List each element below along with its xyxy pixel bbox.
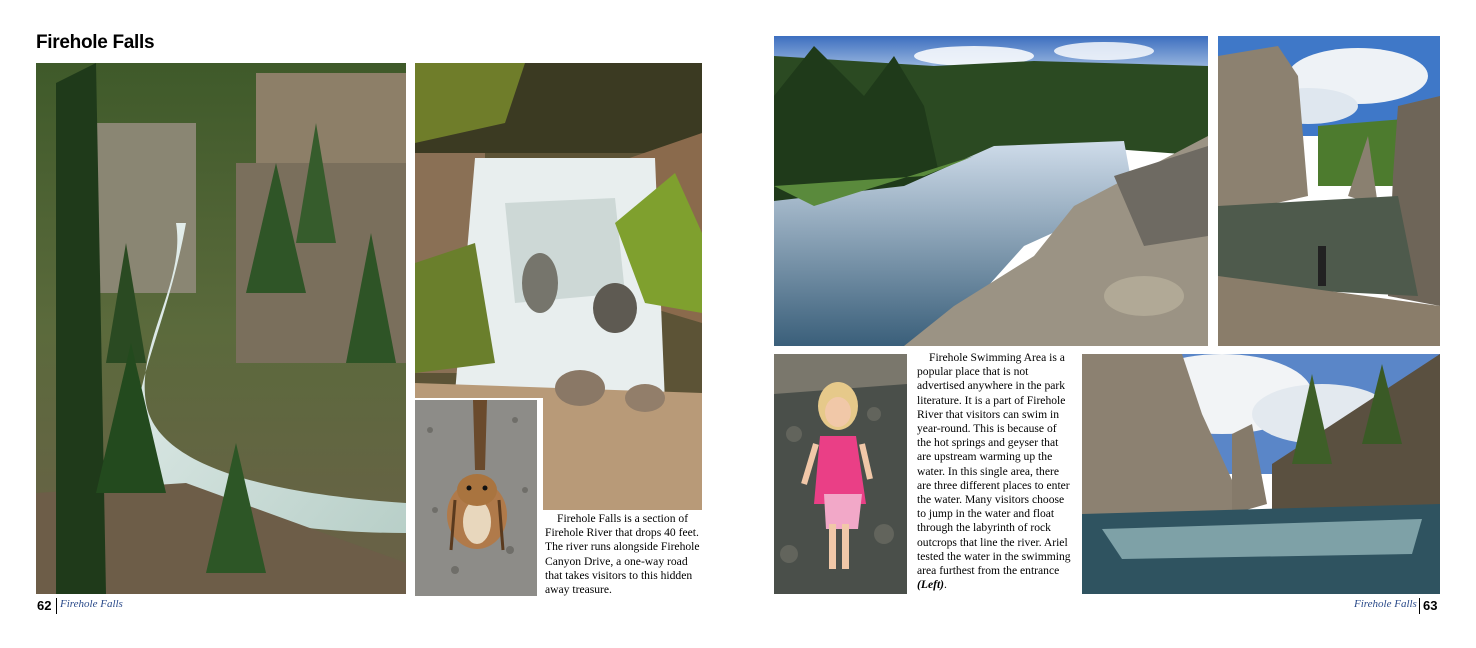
- caption-note: (Left): [917, 578, 945, 592]
- canyon-swimmer-photo: [1082, 354, 1440, 594]
- running-footer: Firehole Falls: [60, 598, 123, 610]
- page-number: 62: [37, 598, 52, 613]
- caption-text: Firehole Falls is a section of Firehole River that drops 40 feet. The river runs alongside Firehole Canyon Drive, a one-way road that takes visitors to this hidden away treasure.: [545, 512, 700, 597]
- girl-in-water-photo: [774, 354, 907, 594]
- caption-firehole-falls: [545, 512, 703, 597]
- page-number: 63: [1423, 598, 1438, 613]
- page-title: Firehole Falls: [36, 32, 155, 53]
- right-page: [738, 0, 1476, 648]
- caption-swimming-area: [917, 351, 1071, 592]
- footer-divider: [56, 598, 57, 614]
- footer-divider: [1419, 598, 1420, 614]
- caption-text: [917, 351, 1071, 592]
- canyon-river-photo: [36, 63, 406, 594]
- rock-cliff-swimmers-photo: [1218, 36, 1440, 346]
- river-valley-photo: [774, 36, 1208, 346]
- caption-main: Firehole Swimming Area is a popular place that is not advertised anywhere in the park literature. It is a part of Firehole River that visitors can swim in year-round. This is because of the hot springs and geyser that are upstream warming up the water. In this single area, there are three different places to enter the water. Many visitors choose to jump in the water and float through the labyrinth of rock outcrops that line the river. Ariel tested the water in the swimming area furthest from the entrance: [917, 351, 1071, 578]
- running-footer: Firehole Falls: [1354, 598, 1417, 610]
- caption-end: .: [944, 578, 947, 592]
- chipmunk-photo: [415, 398, 543, 596]
